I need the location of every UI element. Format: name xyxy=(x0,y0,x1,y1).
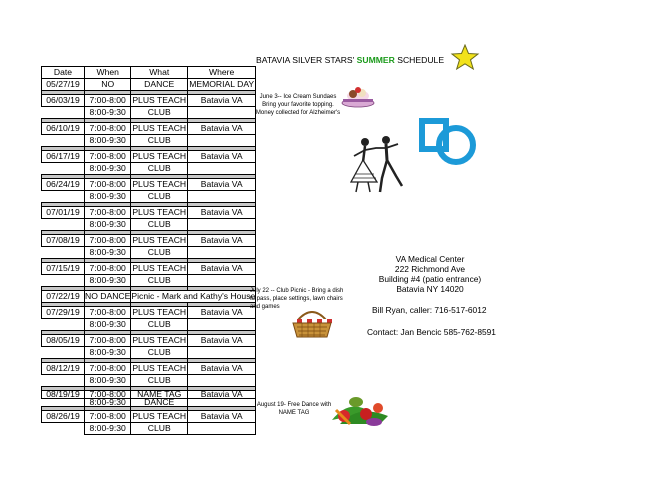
picnic-basket-icon xyxy=(288,308,336,338)
table-row: 08/12/19 7:00-8:00 PLUS TEACH Batavia VA xyxy=(42,363,256,375)
column-header-where: Where xyxy=(188,67,256,79)
venue-address: VA Medical Center 222 Richmond Ave Building #4 (patio entrance) Batavia NY 14020 xyxy=(378,254,482,294)
note-june3: June 3-- Ice Cream Sundaes Bring your favorite topping. Money collected for Alzheimer's xyxy=(255,94,341,116)
column-header-what: What xyxy=(131,67,188,79)
table-row: 07/15/19 7:00-8:00 PLUS TEACH Batavia VA xyxy=(42,263,256,275)
schedule-table xyxy=(41,66,256,435)
table-row: 8:00-9:30 CLUB xyxy=(42,135,256,147)
table-row: 8:00-9:30 DANCE xyxy=(42,399,256,407)
table-row: 8:00-9:30 CLUB xyxy=(42,275,256,287)
table-row: 08/05/19 7:00-8:00 PLUS TEACH Batavia VA xyxy=(42,335,256,347)
table-row: 07/22/19 NO DANCE Picnic - Mark and Kathy's House xyxy=(42,291,256,303)
table-row: 08/19/19 7:00-8:00 NAME TAG Batavia VA xyxy=(42,391,256,399)
table-row: 07/01/19 7:00-8:00 PLUS TEACH Batavia VA xyxy=(42,207,256,219)
table-row: 8:00-9:30 CLUB xyxy=(42,219,256,231)
table-row: 05/27/19 NO DANCE MEMORIAL DAY xyxy=(42,79,256,91)
table-row: 8:00-9:30 CLUB xyxy=(42,107,256,119)
club-contact: Contact: Jan Bencic 585-762-8591 xyxy=(367,327,496,337)
table-row: 06/24/19 7:00-8:00 PLUS TEACH Batavia VA xyxy=(42,179,256,191)
table-row: 8:00-9:30 CLUB xyxy=(42,347,256,359)
column-header-when: When xyxy=(85,67,131,79)
table-row: 06/17/19 7:00-8:00 PLUS TEACH Batavia VA xyxy=(42,151,256,163)
page-title: BATAVIA SILVER STARS' SUMMER SCHEDULE xyxy=(256,55,445,65)
table-row: 8:00-9:30 CLUB xyxy=(42,319,256,331)
star-icon xyxy=(450,44,480,70)
table-row: 8:00-9:30 CLUB xyxy=(42,423,256,435)
note-aug19: August 19- Free Dance with NAME TAG xyxy=(256,402,332,416)
table-row: 07/08/19 7:00-8:00 PLUS TEACH Batavia VA xyxy=(42,235,256,247)
caller-contact: Bill Ryan, caller: 716-517-6012 xyxy=(372,305,487,315)
table-row: 06/03/19 7:00-8:00 PLUS TEACH Batavia VA xyxy=(42,95,256,107)
table-row: 8:00-9:30 CLUB xyxy=(42,375,256,387)
sundae-icon xyxy=(340,86,376,108)
column-header-date: Date xyxy=(42,67,85,79)
table-row: 06/10/19 7:00-8:00 PLUS TEACH Batavia VA xyxy=(42,123,256,135)
table-row: 8:00-9:30 CLUB xyxy=(42,191,256,203)
note-july22: July 22 -- Club Picnic - Bring a dish to pass, place settings, lawn chairs and games xyxy=(250,288,344,310)
dancers-icon xyxy=(346,134,404,196)
table-row: 8:00-9:30 CLUB xyxy=(42,247,256,259)
table-row: 08/26/19 7:00-8:00 PLUS TEACH Batavia VA xyxy=(42,411,256,423)
title-highlight: SUMMER xyxy=(356,55,395,65)
table-row: 07/29/19 7:00-8:00 PLUS TEACH Batavia VA xyxy=(42,307,256,319)
table-row: 8:00-9:30 CLUB xyxy=(42,163,256,175)
vegetables-icon xyxy=(330,390,390,428)
logo-icon xyxy=(417,117,479,169)
